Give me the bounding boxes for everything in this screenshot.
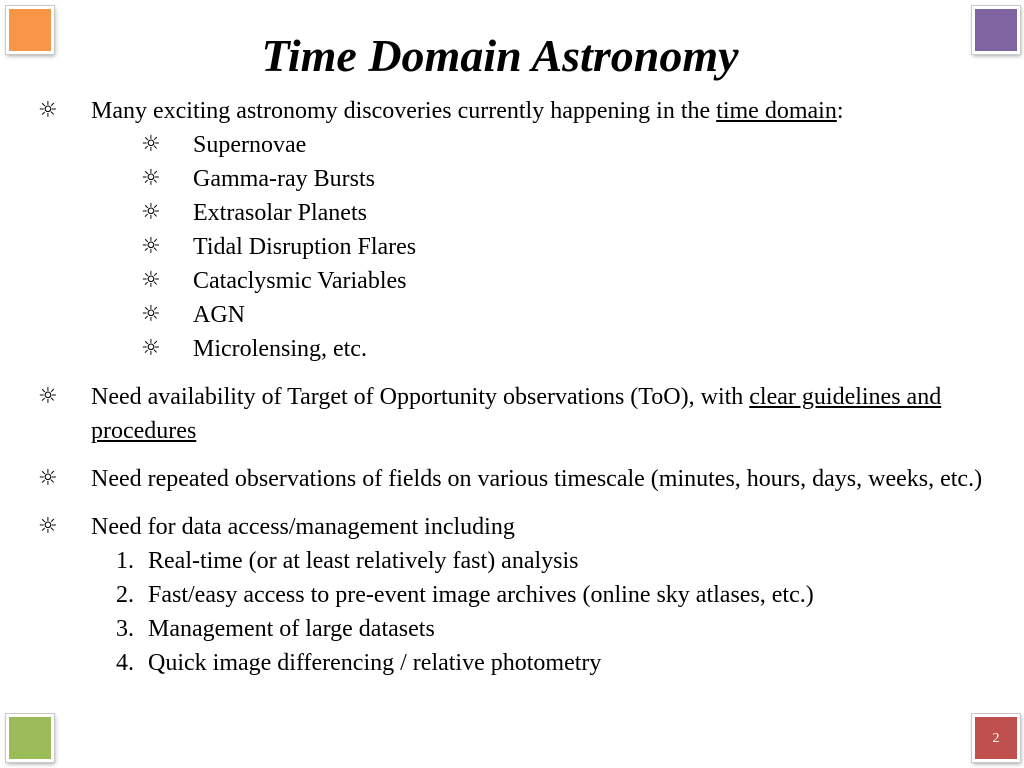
sun-icon: ☼	[141, 166, 161, 191]
slide-content	[0, 94, 1024, 680]
bullet-time-domain	[0, 94, 1006, 128]
numbered-item	[0, 544, 1024, 578]
sun-icon: ☼	[141, 336, 161, 361]
sun-icon: ☼	[38, 466, 58, 491]
sub-item	[0, 196, 1024, 230]
sub-item	[0, 264, 1024, 298]
bullet-text: Many exciting astronomy discoveries currently happening in the	[91, 98, 717, 124]
bullet-data-access	[0, 510, 1006, 544]
bullet-text-underlined: clear guidelines and procedures	[91, 384, 942, 444]
item-number: 4.	[116, 650, 134, 676]
bullet-too	[0, 380, 1006, 448]
numbered-item-text: Quick image differencing / relative photometry	[148, 650, 602, 676]
numbered-item	[0, 578, 1024, 612]
page-number: 2	[992, 731, 1000, 746]
sun-icon: ☼	[38, 514, 58, 539]
sub-item-text: Tidal Disruption Flares	[193, 234, 417, 260]
sub-item	[0, 162, 1024, 196]
sub-item-text: Extrasolar Planets	[193, 200, 367, 226]
sub-item-text: Gamma-ray Bursts	[193, 166, 375, 192]
bullet-text: Need availability of Target of Opportunity observations (ToO), with	[91, 384, 750, 410]
item-number: 1.	[116, 548, 134, 574]
sun-icon: ☼	[141, 200, 161, 225]
sub-item-text: Microlensing, etc.	[193, 336, 367, 362]
item-number: 3.	[116, 616, 134, 642]
item-number: 2.	[116, 582, 134, 608]
numbered-item-text: Real-time (or at least relatively fast) analysis	[148, 548, 579, 574]
numbered-item-text: Management of large datasets	[148, 616, 435, 642]
bullet-text-underlined: time domain	[716, 98, 837, 124]
sub-item	[0, 298, 1024, 332]
sub-item-text: AGN	[193, 302, 245, 328]
bullet-repeated-observations	[0, 462, 1006, 496]
bullet-text: Need for data access/management including	[91, 514, 515, 540]
sun-icon: ☼	[141, 132, 161, 157]
sun-icon: ☼	[141, 234, 161, 259]
corner-decoration-bottom-right	[972, 714, 1020, 762]
slide-title: Time Domain Astronomy	[261, 30, 739, 81]
numbered-item	[0, 646, 1024, 680]
sub-item	[0, 128, 1024, 162]
corner-decoration-bottom-left	[6, 714, 54, 762]
sun-icon: ☼	[38, 384, 58, 409]
sun-icon: ☼	[38, 98, 58, 123]
sub-item	[0, 332, 1024, 366]
numbered-item	[0, 612, 1024, 646]
sun-icon: ☼	[141, 268, 161, 293]
sub-item	[0, 230, 1024, 264]
bullet-text: Need repeated observations of fields on various timescale (minutes, hours, days, weeks, etc.)	[91, 466, 983, 492]
sun-icon: ☼	[141, 302, 161, 327]
sub-item-text: Supernovae	[193, 132, 307, 158]
bullet-text-suffix: :	[836, 98, 844, 124]
sub-item-text: Cataclysmic Variables	[193, 268, 407, 294]
numbered-item-text: Fast/easy access to pre-event image archives (online sky atlases, etc.)	[148, 582, 814, 608]
